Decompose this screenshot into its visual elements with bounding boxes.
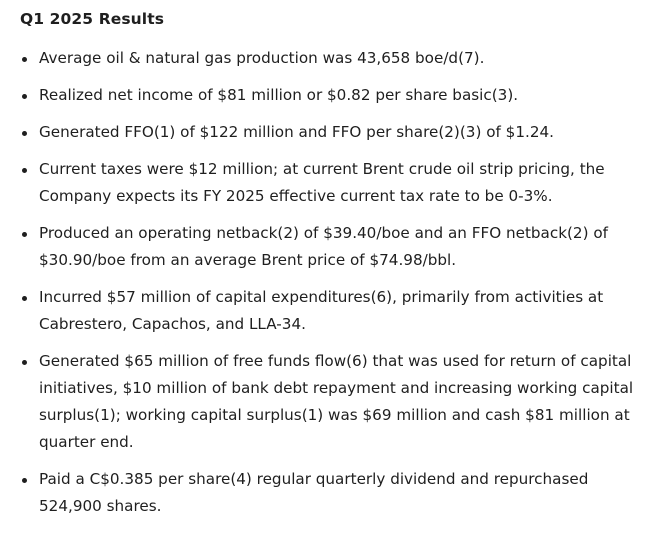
section-heading: Q1 2025 Results [20, 10, 165, 28]
bullet-item-netback [20, 220, 639, 274]
bullet-text: Current taxes were $12 million; at current Brent crude oil strip pricing, the Company expects its FY 2025 effective current tax rate to be 0-3%. [39, 160, 605, 205]
bullet-dot-icon [22, 296, 27, 301]
bullet-item-taxes [20, 156, 639, 210]
bullet-item-capex [20, 284, 639, 338]
bullet-item-dividend [20, 466, 639, 520]
bullet-dot-icon [22, 232, 27, 237]
bullet-dot-icon [22, 360, 27, 365]
bullet-text: Produced an operating netback(2) of $39.40/boe and an FFO netback(2) of $30.90/boe from an average Brent price of $74.98/bbl. [39, 224, 608, 269]
bullet-text: Generated $65 million of free funds flow(6) that was used for return of capital initiatives, $10 million of bank debt repayment and increasing working capital surplus(1); working capital surplus(1) was $69 million and cash $81 million at quarter end. [39, 352, 634, 451]
bullet-item-free-funds-flow [20, 348, 639, 456]
bullet-dot-icon [22, 478, 27, 483]
bullet-text: Incurred $57 million of capital expenditures(6), primarily from activities at Cabrestero, Capachos, and LLA-34. [39, 288, 604, 333]
bullet-dot-icon [22, 57, 27, 62]
bullet-item-net-income [20, 82, 639, 109]
bullet-dot-icon [22, 168, 27, 173]
bullet-text: Paid a C$0.385 per share(4) regular quarterly dividend and repurchased 524,900 shares. [39, 470, 589, 515]
bullet-text: Generated FFO(1) of $122 million and FFO per share(2)(3) of $1.24. [39, 123, 554, 141]
bullet-item-production [20, 45, 639, 72]
results-bullet-list [20, 45, 654, 520]
bullet-dot-icon [22, 131, 27, 136]
bullet-item-ffo [20, 119, 639, 146]
bullet-dot-icon [22, 94, 27, 99]
bullet-text: Average oil & natural gas production was 43,658 boe/d(7). [39, 49, 485, 67]
bullet-text: Realized net income of $81 million or $0.82 per share basic(3). [39, 86, 519, 104]
